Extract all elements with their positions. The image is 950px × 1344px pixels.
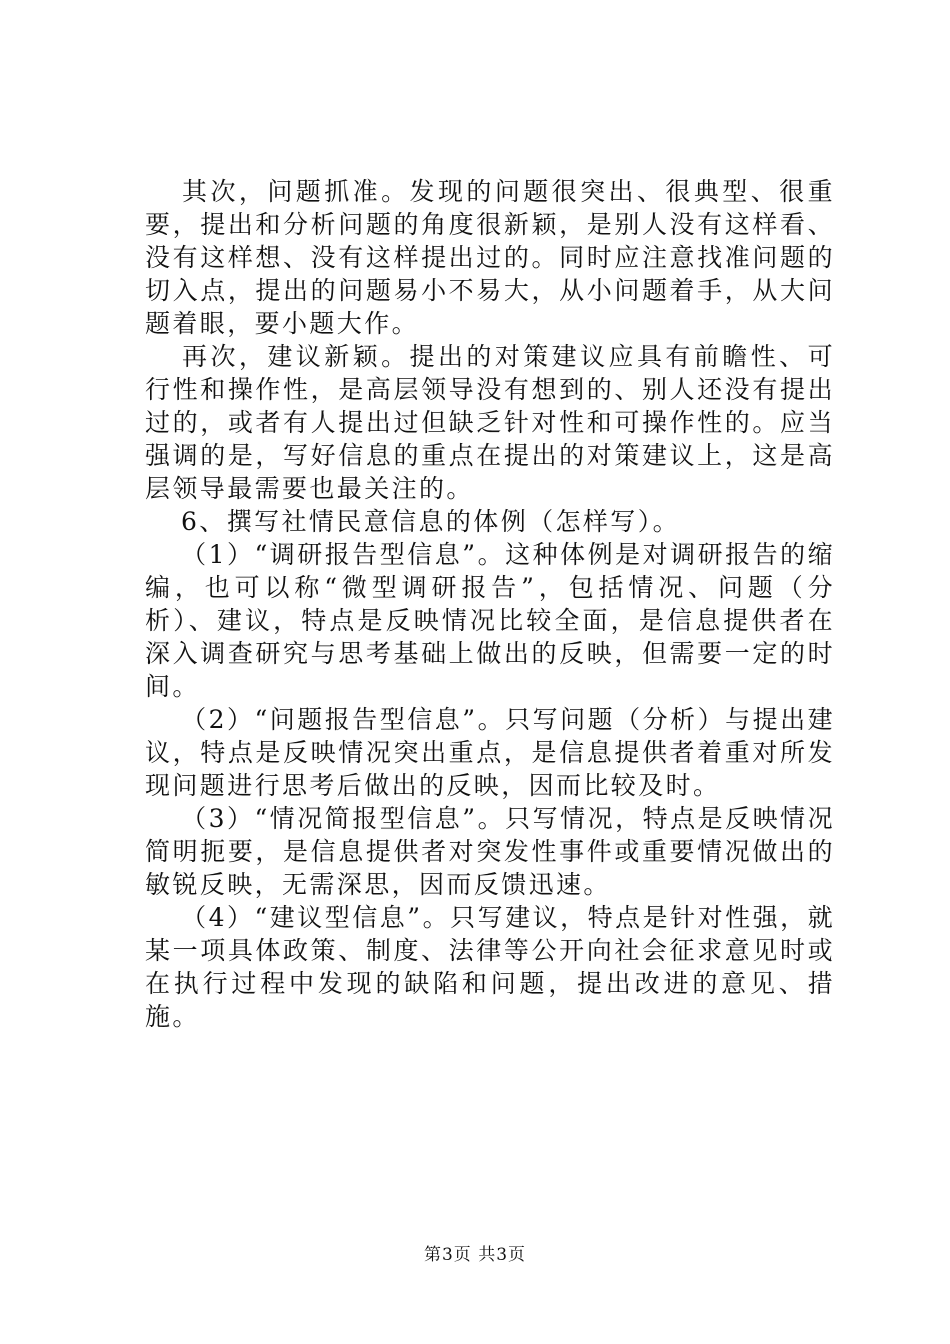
paragraph-writing-format — [145, 505, 835, 538]
paragraph-format-3 — [145, 802, 835, 901]
paragraph-suggestion-novelty — [145, 340, 835, 505]
paragraph-text: （3）“情况简报型信息”。只写情况，特点是反映情况简明扼要，是信息提供者对突发性事件或重要情况做出的敏锐反映，无需深思，因而反馈迅速。 — [145, 804, 835, 899]
paragraph-format-1 — [145, 538, 835, 703]
document-body — [145, 175, 835, 1033]
paragraph-text: （1）“调研报告型信息”。这种体例是对调研报告的缩编，也可以称“微型调研报告”，包括情况、问题（分析）、建议，特点是反映情况比较全面，是信息提供者在深入调查研究与思考基础上做出的反映，但需要一定的时间。 — [145, 540, 835, 701]
paragraph-text: 6、撰写社情民意信息的体例（怎样写）。 — [181, 507, 681, 536]
paragraph-text: （4）“建议型信息”。只写建议，特点是针对性强，就某一项具体政策、制度、法律等公开向社会征求意见时或在执行过程中发现的缺陷和问题，提出改进的意见、措施。 — [145, 903, 835, 1031]
paragraph-format-4 — [145, 901, 835, 1033]
paragraph-problem-focus — [145, 175, 835, 340]
page-footer: 第3页 共3页 — [423, 1245, 527, 1265]
paragraph-format-2 — [145, 703, 835, 802]
paragraph-text: （2）“问题报告型信息”。只写问题（分析）与提出建议，特点是反映情况突出重点，是信息提供者着重对所发现问题进行思考后做出的反映，因而比较及时。 — [145, 705, 835, 800]
paragraph-text: 再次，建议新颖。提出的对策建议应具有前瞻性、可行性和操作性，是高层领导没有想到的、别人还没有提出过的，或者有人提出过但缺乏针对性和可操作性的。应当强调的是，写好信息的重点在提出的对策建议上，这是高层领导最需要也最关注的。 — [145, 342, 835, 503]
paragraph-text: 其次，问题抓准。发现的问题很突出、很典型、很重要，提出和分析问题的角度很新颖，是别人没有这样看、没有这样想、没有这样提出过的。同时应注意找准问题的切入点，提出的问题易小不易大，从小问题着手，从大问题着眼，要小题大作。 — [145, 177, 835, 338]
